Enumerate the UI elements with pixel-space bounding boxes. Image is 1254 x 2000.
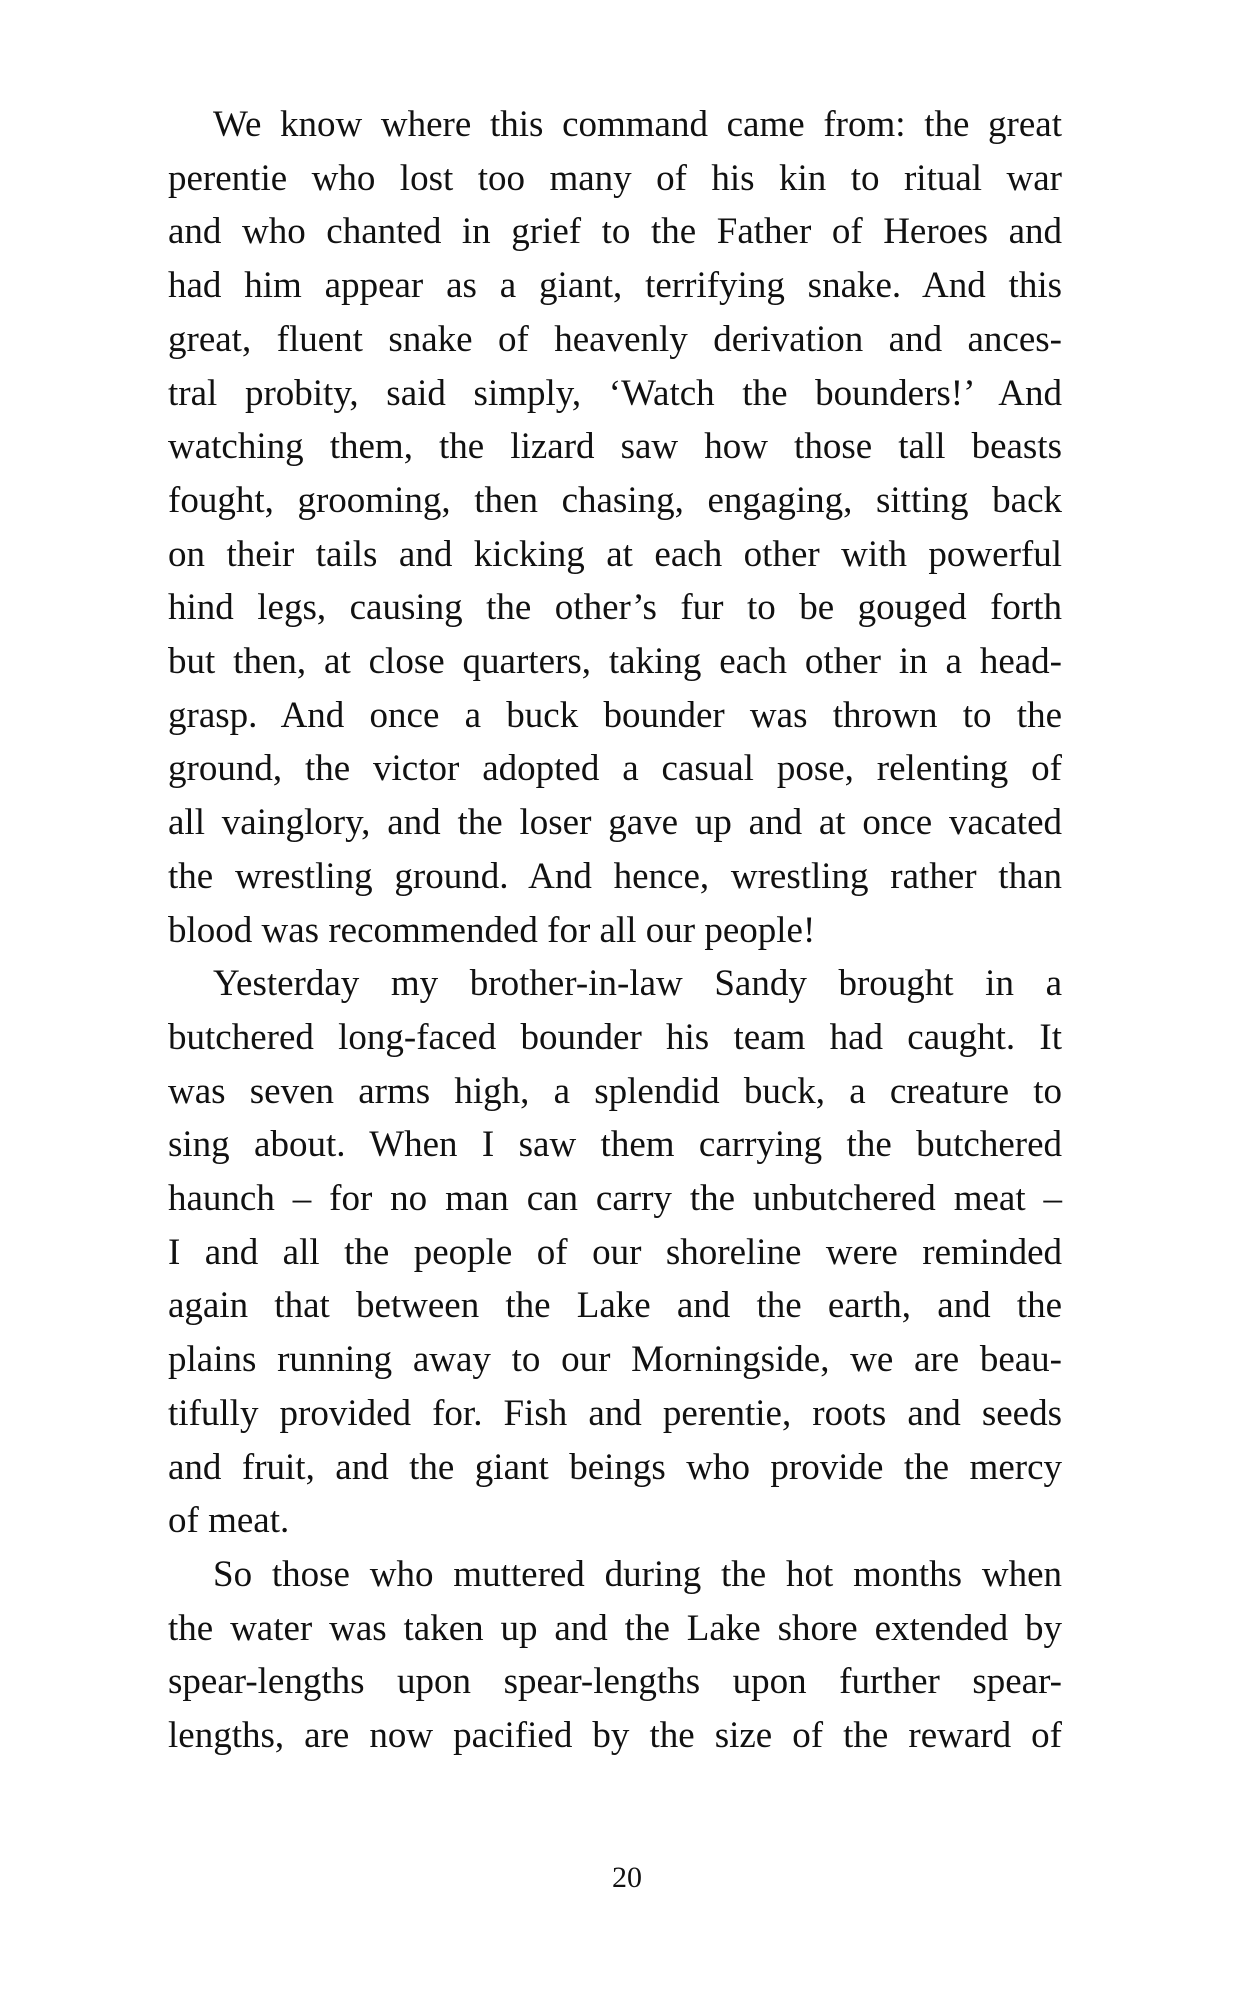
text-line: again that between the Lake and the earth, and the (168, 1285, 1062, 1327)
text-line: hind legs, causing the other’s fur to be gouged forth (168, 587, 1062, 629)
text-line: So those who muttered during the hot months when (213, 1553, 1062, 1595)
text-line: I and all the people of our shoreline were reminded (168, 1231, 1062, 1273)
text-line: We know where this command came from: the great (213, 104, 1062, 145)
text-line: was seven arms high, a splendid buck, a creature to (168, 1070, 1062, 1112)
text-line: but then, at close quarters, taking each other in a head- (168, 641, 1062, 683)
text-line: the wrestling ground. And hence, wrestling rather than (168, 855, 1062, 897)
text-line: on their tails and kicking at each other with powerful (168, 533, 1062, 575)
paragraph-1 (168, 98, 1062, 957)
text-line: of meat. (168, 1500, 290, 1542)
text-line: watching them, the lizard saw how those tall beasts (168, 426, 1062, 468)
text-line: fought, grooming, then chasing, engaging, sitting back (168, 479, 1062, 521)
text-line: and fruit, and the giant beings who provide the mercy (168, 1446, 1062, 1488)
text-line: lengths, are now pacified by the size of the reward of (168, 1715, 1062, 1757)
text-line: spear-lengths upon spear-lengths upon further spear- (168, 1661, 1062, 1703)
text-line: sing about. When I saw them carrying the butchered (168, 1124, 1062, 1166)
body-text (168, 98, 1062, 1763)
text-line: Yesterday my brother-in-law Sandy brought in a (213, 963, 1062, 1005)
text-line: haunch – for no man can carry the unbutchered meat – (168, 1178, 1062, 1220)
text-line: and who chanted in grief to the Father of Heroes and (168, 211, 1062, 253)
text-line: ground, the victor adopted a casual pose, relenting of (168, 748, 1062, 790)
text-line: blood was recommended for all our people! (168, 909, 816, 951)
text-line: grasp. And once a buck bounder was thrown to the (168, 694, 1062, 736)
page-number: 20 (612, 1861, 642, 1894)
text-line: the water was taken up and the Lake shore extended by (168, 1607, 1062, 1649)
text-line: had him appear as a giant, terrifying snake. And this (168, 265, 1062, 307)
text-line: all vainglory, and the loser gave up and at once vacated (168, 802, 1062, 844)
paragraph-3 (168, 1548, 1062, 1763)
text-line: great, fluent snake of heavenly derivation and ances- (168, 318, 1062, 360)
paragraph-2 (168, 957, 1062, 1548)
text-line: plains running away to our Morningside, we are beau- (168, 1339, 1062, 1381)
text-line: butchered long-faced bounder his team had caught. It (168, 1016, 1062, 1058)
text-line: tral probity, said simply, ‘Watch the bounders!’ And (168, 372, 1062, 414)
text-line: perentie who lost too many of his kin to ritual war (168, 157, 1062, 199)
text-line: tifully provided for. Fish and perentie, roots and seeds (168, 1392, 1062, 1434)
